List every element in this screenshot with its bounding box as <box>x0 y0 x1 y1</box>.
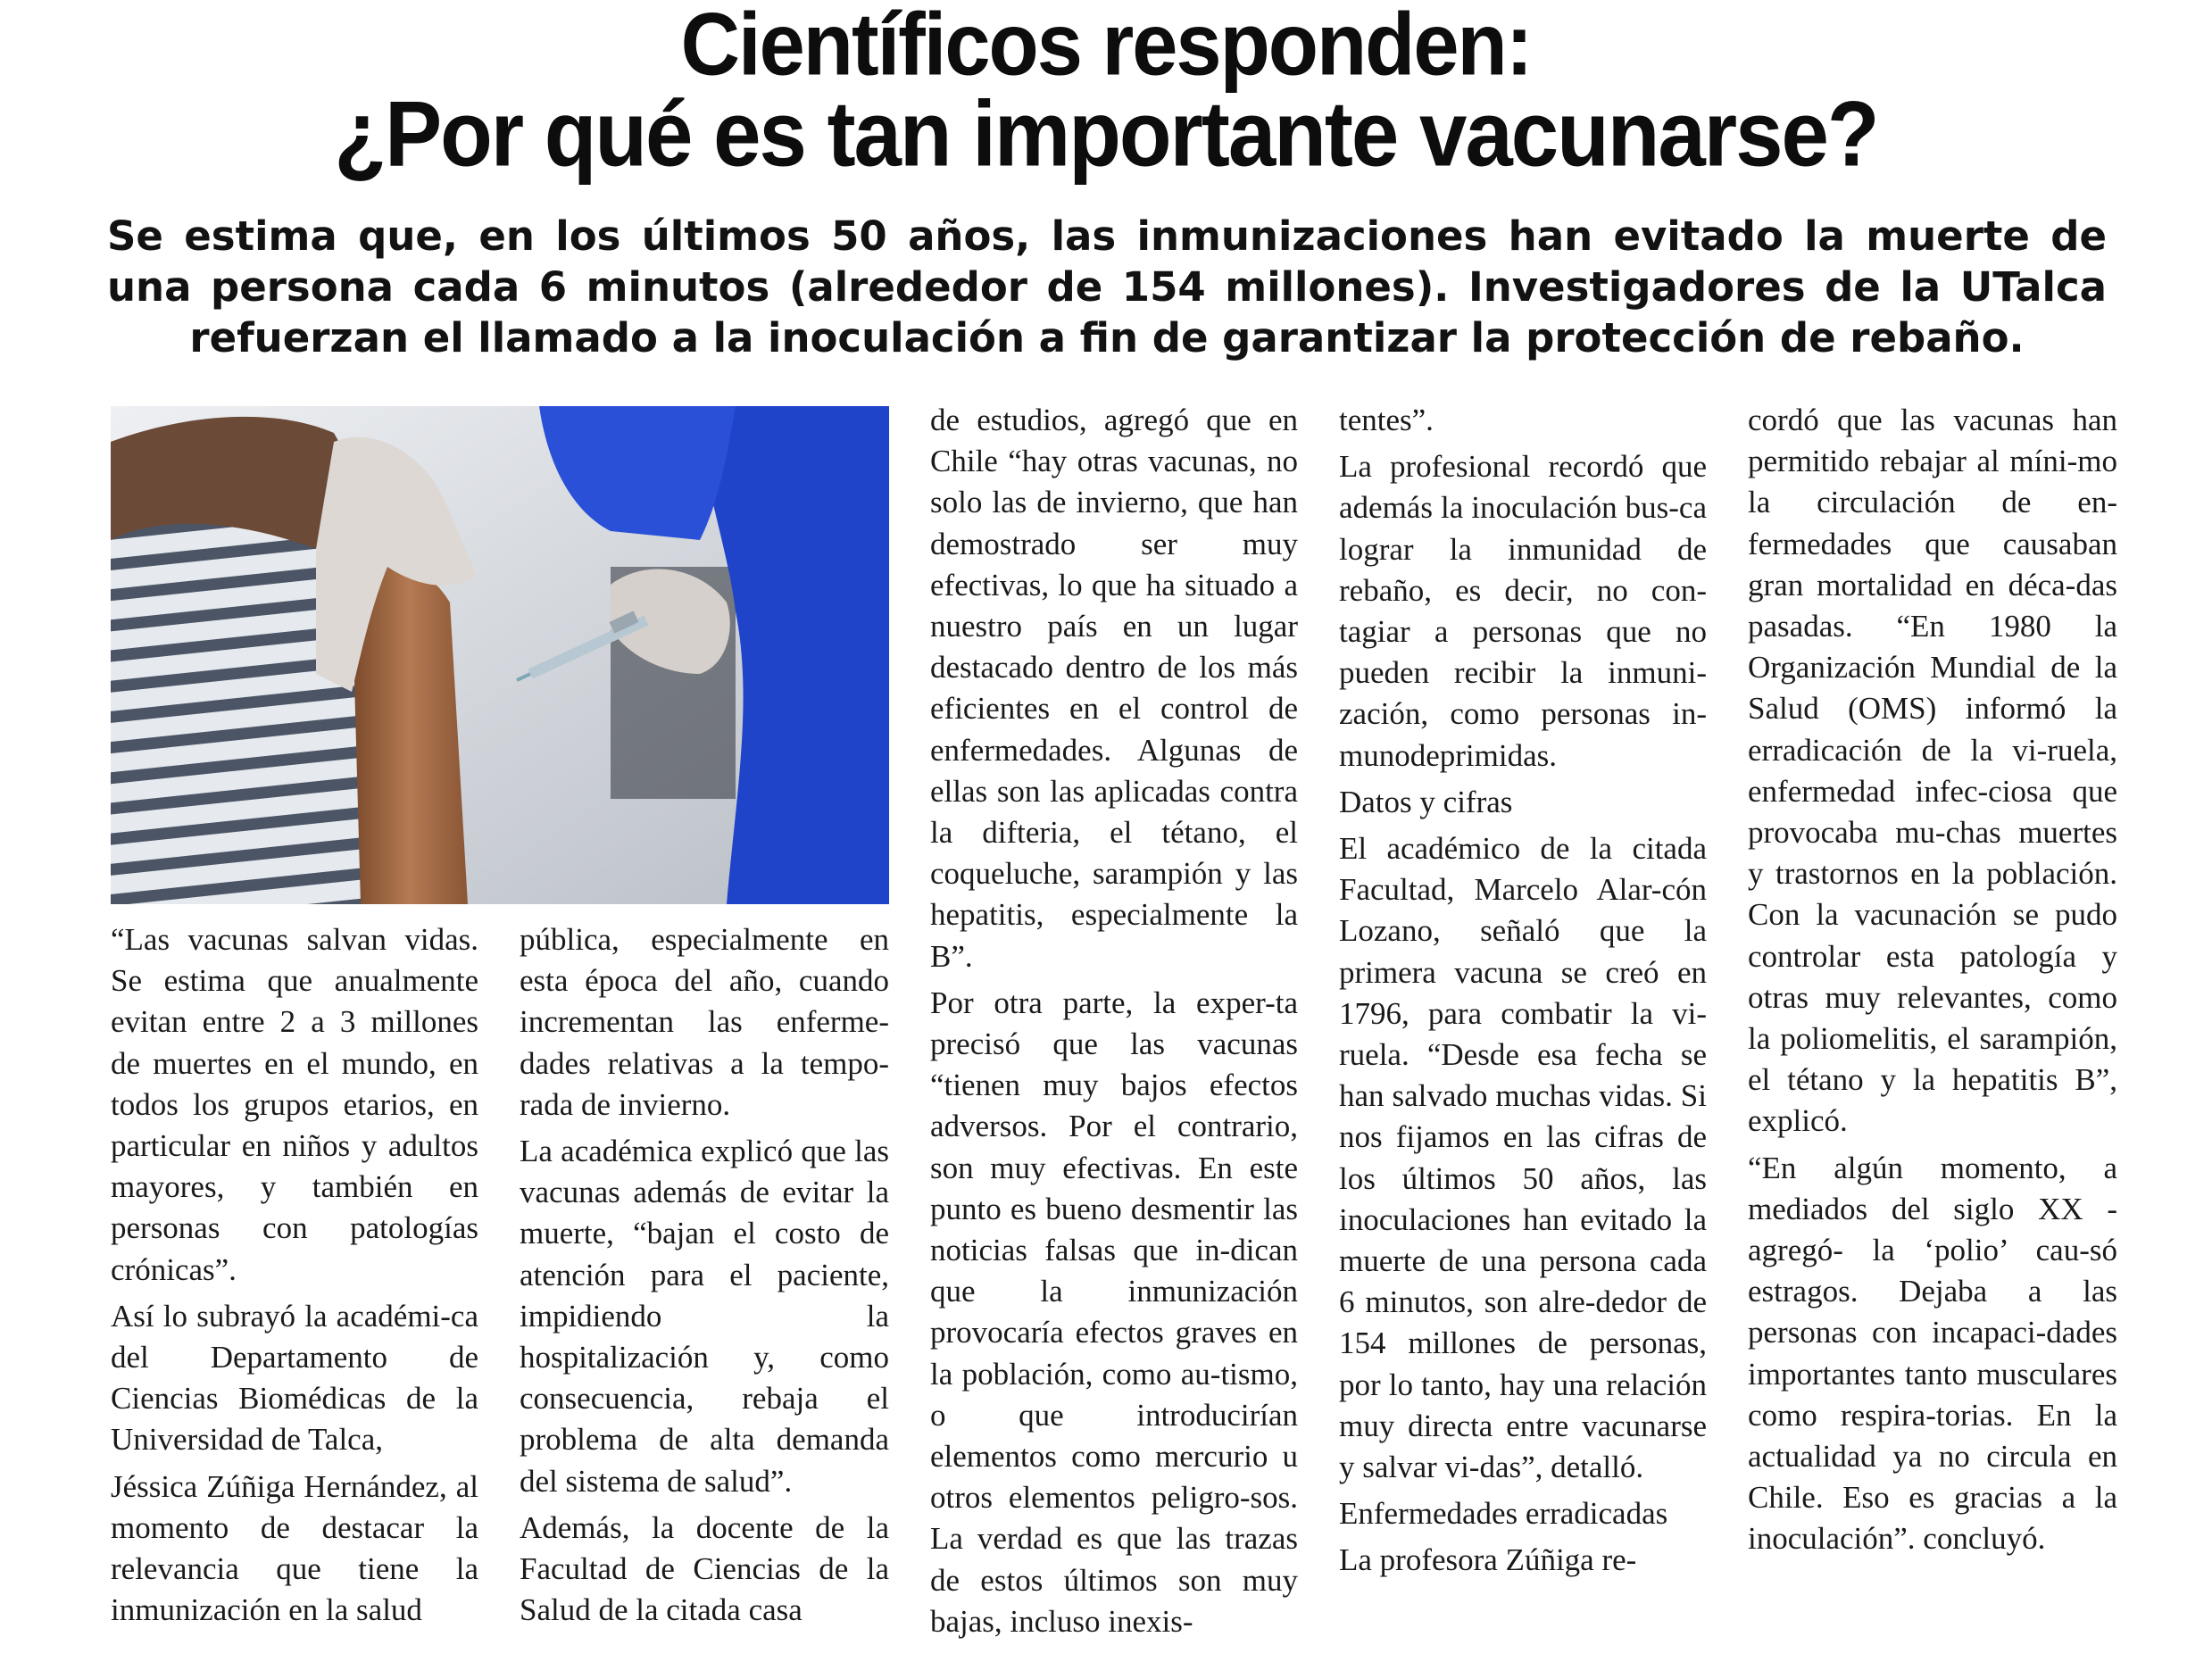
paragraph: La profesora Zúñiga re- <box>1339 1542 1637 1578</box>
subheading-enfermedades-erradicadas: Enfermedades erradicadas <box>1339 1496 1668 1532</box>
paragraph: pública, especialmente en esta época del año, cuando incrementan las enferme-dades relativas a la tempo-rada de invierno. <box>520 922 889 1122</box>
paragraph: El académico de la citada Facultad, Marcelo Alar-cón Lozano, señaló que la primera vacuna se creó en 1796, para combatir la vi-ruela. “Desde esa fecha se han salvado muchas vidas. Si nos fijamos en las cifras de los últimos 50 años, las inoculaciones han evitado la muerte de una persona cada 6 minutos, son alre-dedor de 154 millones de personas, por lo tanto, hay una relación muy directa entre vacunarse y salvar vi-das”, detalló. <box>1339 831 1707 1485</box>
article-column-2 <box>520 919 889 1636</box>
headline-line-1: Científicos responden: <box>680 0 1532 95</box>
vaccination-photo-icon <box>111 406 889 904</box>
article-deck: Se estima que, en los últimos 50 años, las inmunizaciones han evitado la muerte de una persona cada 6 minutos (alrededor de 154 millones). Investigadores de la UTalca refuerzan el llamado a la inoculación a fin de garantizar la protección de rebaño. <box>107 212 2107 361</box>
paragraph: Por otra parte, la exper-ta precisó que las vacunas “tienen muy bajos efectos adversos. Por el contrario, son muy efectivas. En este punto es bueno desmentir las noticias falsas que in-dican que la inmunización provocaría efectos graves en la población, como au-tismo, o que introducirían elementos como mercurio u otros elementos peligro-sos. La verdad es que las trazas de estos últimos son muy bajas, incluso inexis- <box>930 985 1298 1639</box>
paragraph: de estudios, agregó que en Chile “hay otras vacunas, no solo las de invierno, que han demostrado ser muy efectivas, lo que ha situado a nuestro país en un lugar destacado dentro de los más eficientes en el control de enfermedades. Algunas de ellas son las aplicadas contra la difteria, el tétano, el coqueluche, sarampión y las hepatitis, especialmente la B”. <box>930 403 1298 974</box>
article-column-4 <box>1339 400 1707 1587</box>
article-column-3 <box>930 400 1298 1648</box>
subheading-datos-y-cifras: Datos y cifras <box>1339 784 1513 819</box>
paragraph: Además, la docente de la Facultad de Ciencias de la Salud de la citada casa <box>520 1509 889 1628</box>
article-column-5 <box>1748 400 2117 1566</box>
paragraph: cordó que las vacunas han permitido rebajar al míni-mo la circulación de en-fermedades que causaban gran mortalidad en déca-das pasadas. “En 1980 la Organización Mundial de la Salud (OMS) informó la erradicación de la vi-ruela, enfermedad infec-ciosa que provocaba mu-chas muertes y trastornos en la población. Con la vacunación se pudo controlar esta patología y otras muy relevantes, como la poliomelitis, el sarampión, el tétano y la hepatitis B”, explicó. <box>1748 403 2117 1139</box>
paragraph: “En algún momento, a mediados del siglo XX -agregó- la ‘polio’ cau-só estragos. Dejaba a las personas con incapaci-dades importantes tanto musculares como respira-torias. En la actualidad ya no circula en Chile. Eso es gracias a la inoculación”. concluyó. <box>1748 1150 2117 1557</box>
paragraph: “Las vacunas salvan vidas. Se estima que anualmente evitan entre 2 a 3 millones de muertes en el mundo, en todos los grupos etarios, en particular en niños y adultos mayores, y también en personas con patologías crónicas”. <box>111 922 478 1287</box>
paragraph: La académica explicó que las vacunas además de evitar la muerte, “bajan el costo de atención para el paciente, impidiendo la hospitalización y, como consecuencia, rebaja el problema de alta demanda del sistema de salud”. <box>520 1134 889 1499</box>
paragraph: La profesional recordó que además la inoculación bus-ca lograr la inmunidad de rebaño, es decir, no con-tagiar a personas que no pueden recibir la inmuni-zación, como personas in-munodeprimidas. <box>1339 449 1707 773</box>
article-column-1 <box>111 919 478 1636</box>
paragraph: Así lo subrayó la académi-ca del Departamento de Ciencias Biomédicas de la Universidad de Talca, <box>111 1298 478 1458</box>
headline-line-2: ¿Por qué es tan importante vacunarse? <box>334 82 1878 187</box>
paragraph: Jéssica Zúñiga Hernández, al momento de destacar la relevancia que tiene la inmunización en la salud <box>111 1468 478 1628</box>
paragraph: tentes”. <box>1339 403 1434 437</box>
vaccination-photo <box>111 406 889 904</box>
